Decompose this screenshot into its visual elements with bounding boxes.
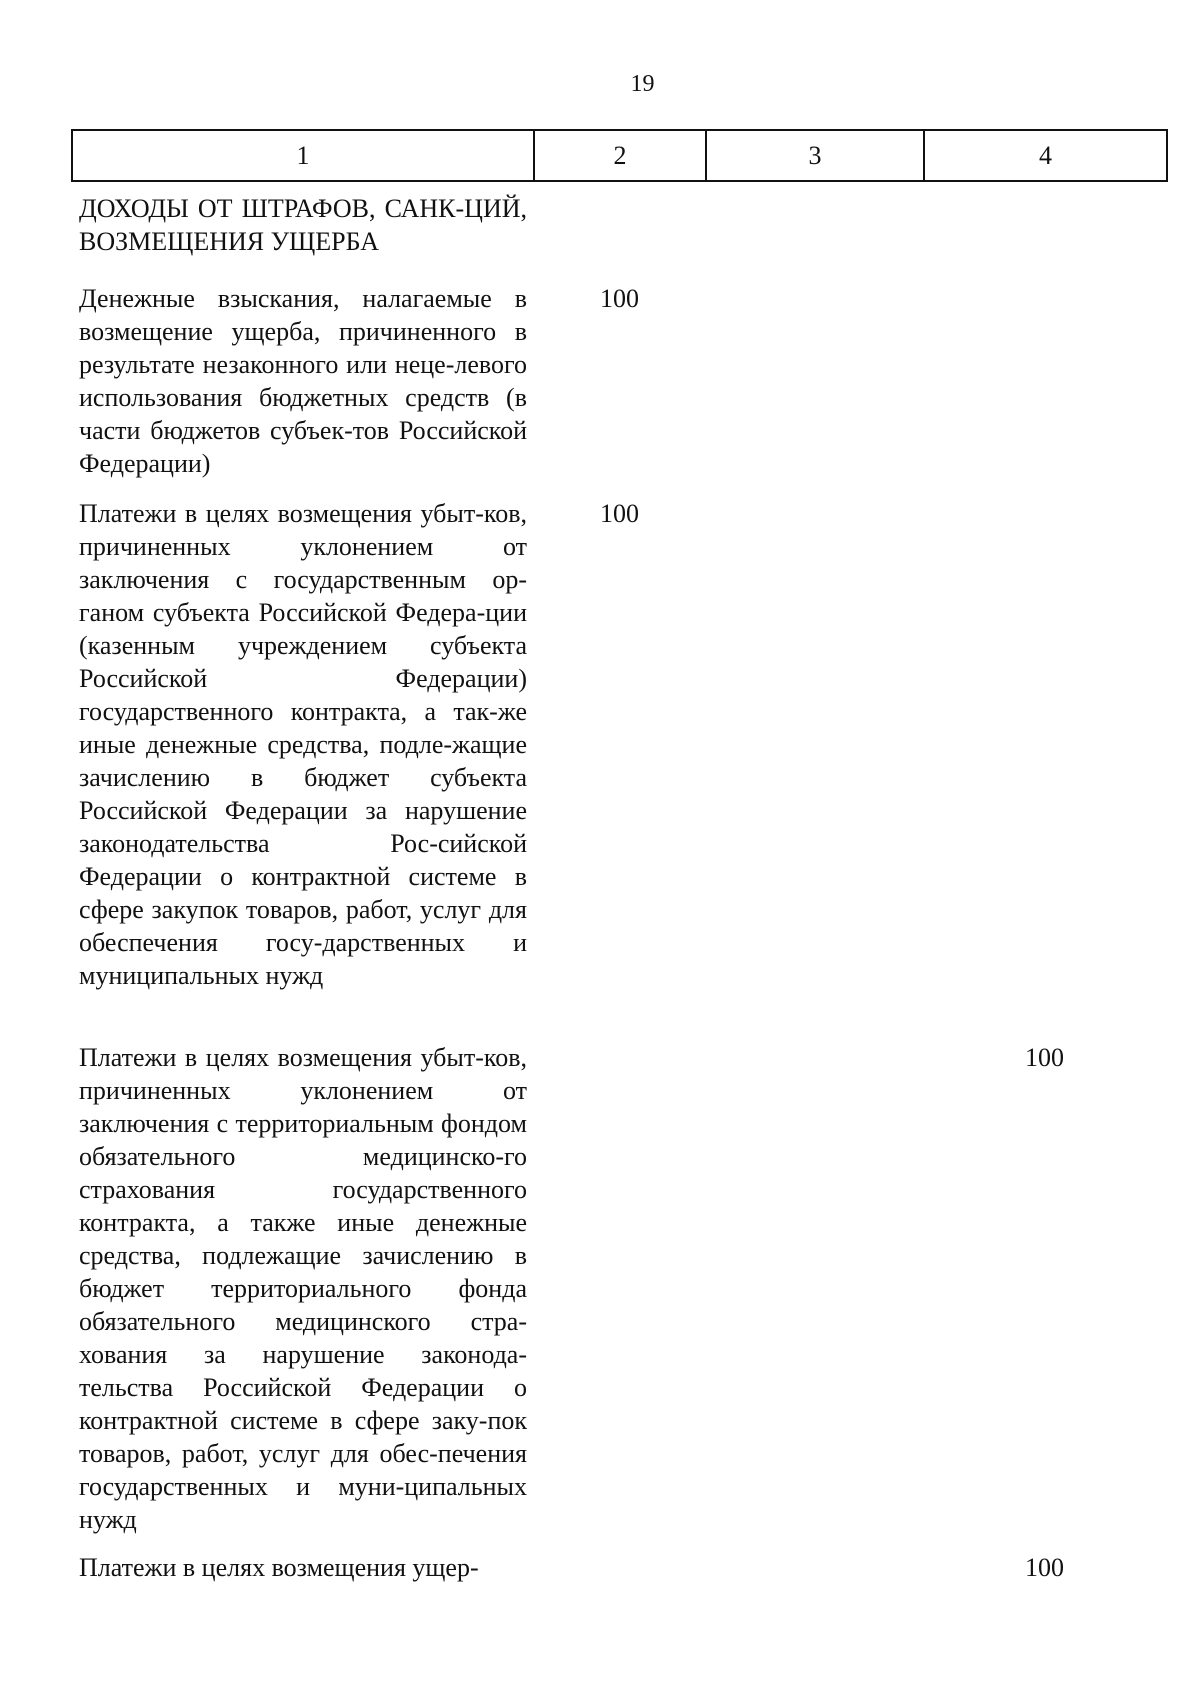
row-col2-value: 100: [600, 284, 639, 313]
table-header-col-1: 1: [73, 131, 535, 180]
row-description: Платежи в целях возмещения убыт-ков, причиненных уклонением от заключения с государственным ор-ганом субъекта Российской Федера-ции (казенным учреждением субъекта Российской Федерации) государственного контракта, а так-же иные денежные средства, подле-жащие зачислению в бюджет субъекта Российской Федерации за нарушение законодательства Рос-сийской Федерации о контрактной системе в сфере закупок товаров, работ, услуг для обеспечения госу-дарственных и муниципальных нужд: [79, 499, 527, 990]
row-description: Платежи в целях возмещения убыт-ков, причиненных уклонением от заключения с территориальным фондом обязательного медицинско-го страхования государственного контракта, а также иные денежные средства, подлежащие зачислению в бюджет территориального фонда обязательного медицинского стра-хования за нарушение законода-тельства Российской Федерации о контрактной системе в сфере заку-пок товаров, работ, услуг для обес-печения государственных и муни-ципальных нужд: [79, 1043, 527, 1534]
table-header-col-3: 3: [707, 131, 925, 180]
row-col4-value: 100: [1025, 1553, 1064, 1582]
section-heading: ДОХОДЫ ОТ ШТРАФОВ, САНК-ЦИЙ, ВОЗМЕЩЕНИЯ УЩЕРБА: [79, 194, 527, 256]
table-header-col-4: 4: [1039, 140, 1052, 170]
table-header: [71, 129, 1168, 182]
row-description: Денежные взыскания, налагаемые в возмещение ущерба, причиненного в результате незаконного или неце-левого использования бюджетных средств (в части бюджетов субъек-тов Российской Федерации): [79, 284, 527, 478]
page-number: 19: [630, 71, 655, 97]
row-col4-value: 100: [1025, 1043, 1064, 1072]
row-col2-value: 100: [600, 499, 639, 528]
table-header-col-2: 2: [535, 131, 707, 180]
row-description: Платежи в целях возмещения ущер-: [79, 1553, 479, 1582]
